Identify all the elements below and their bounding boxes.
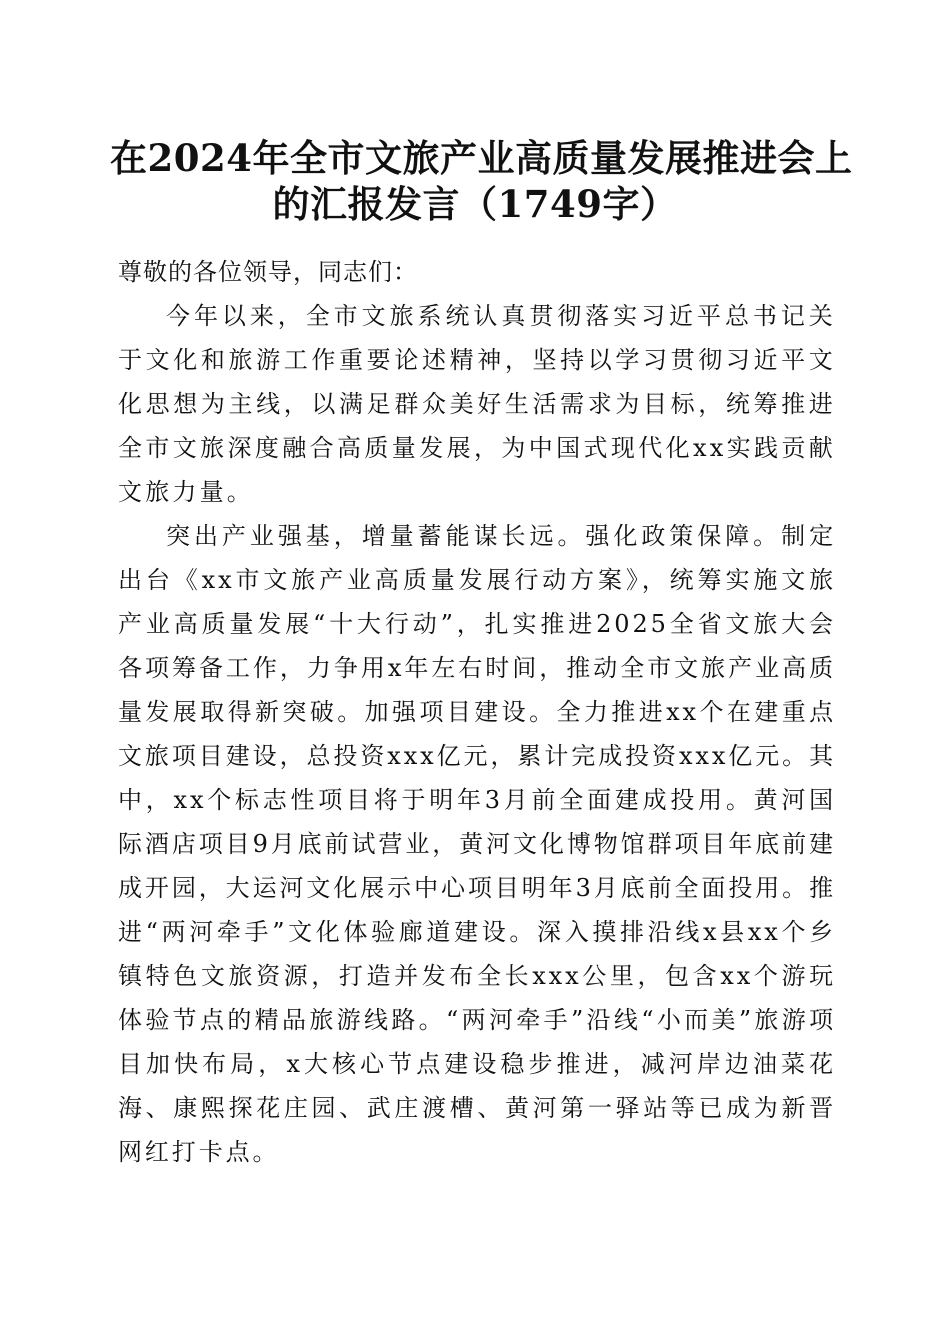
paragraph-intro: 今年以来，全市文旅系统认真贯彻落实习近平总书记关于文化和旅游工作重要论述精神，坚持以学习贯彻习近平文化思想为主线，以满足群众美好生活需求为目标，统筹推进全市文旅深度融合高质量发展，为中国式现代化xx实践贡献文旅力量。 [118,302,836,506]
paragraph-industry: 突出产业强基，增量蓄能谋长远。强化政策保障。制定出台《xx市文旅产业高质量发展行动方案》，统筹实施文旅产业高质量发展“十大行动”，扎实推进2025全省文旅大会各项筹备工作，力争用x年左右时间，推动全市文旅产业高质量发展取得新突破。加强项目建设。全力推进xx个在建重点文旅项目建设，总投资xxx亿元，累计完成投资xxx亿元。其中，xx个标志性项目将于明年3月前全面建成投用。黄河国际酒店项目9月底前试营业，黄河文化博物馆群项目年底前建成开园，大运河文化展示中心项目明年3月底前全面投用。推进“两河牵手”文化体验廊道建设。深入摸排沿线x县xx个乡镇特色文旅资源，打造并发布全长xxx公里，包含xx个游玩体验节点的精品旅游线路。“两河牵手”沿线“小而美”旅游项目加快布局，x大核心节点建设稳步推进，减河岸边油菜花海、康熙探花庄园、武庄渡槽、黄河第一驿站等已成为新晋网红打卡点。 [118,522,836,1166]
document-body [118,250,836,1174]
title-line-2: 的汇报发言（1749字） [272,182,678,226]
title-line-1: 在2024年全市文旅产业高质量发展推进会上 [110,136,853,180]
salutation: 尊敬的各位领导，同志们： [118,258,418,286]
document-title [110,135,853,227]
